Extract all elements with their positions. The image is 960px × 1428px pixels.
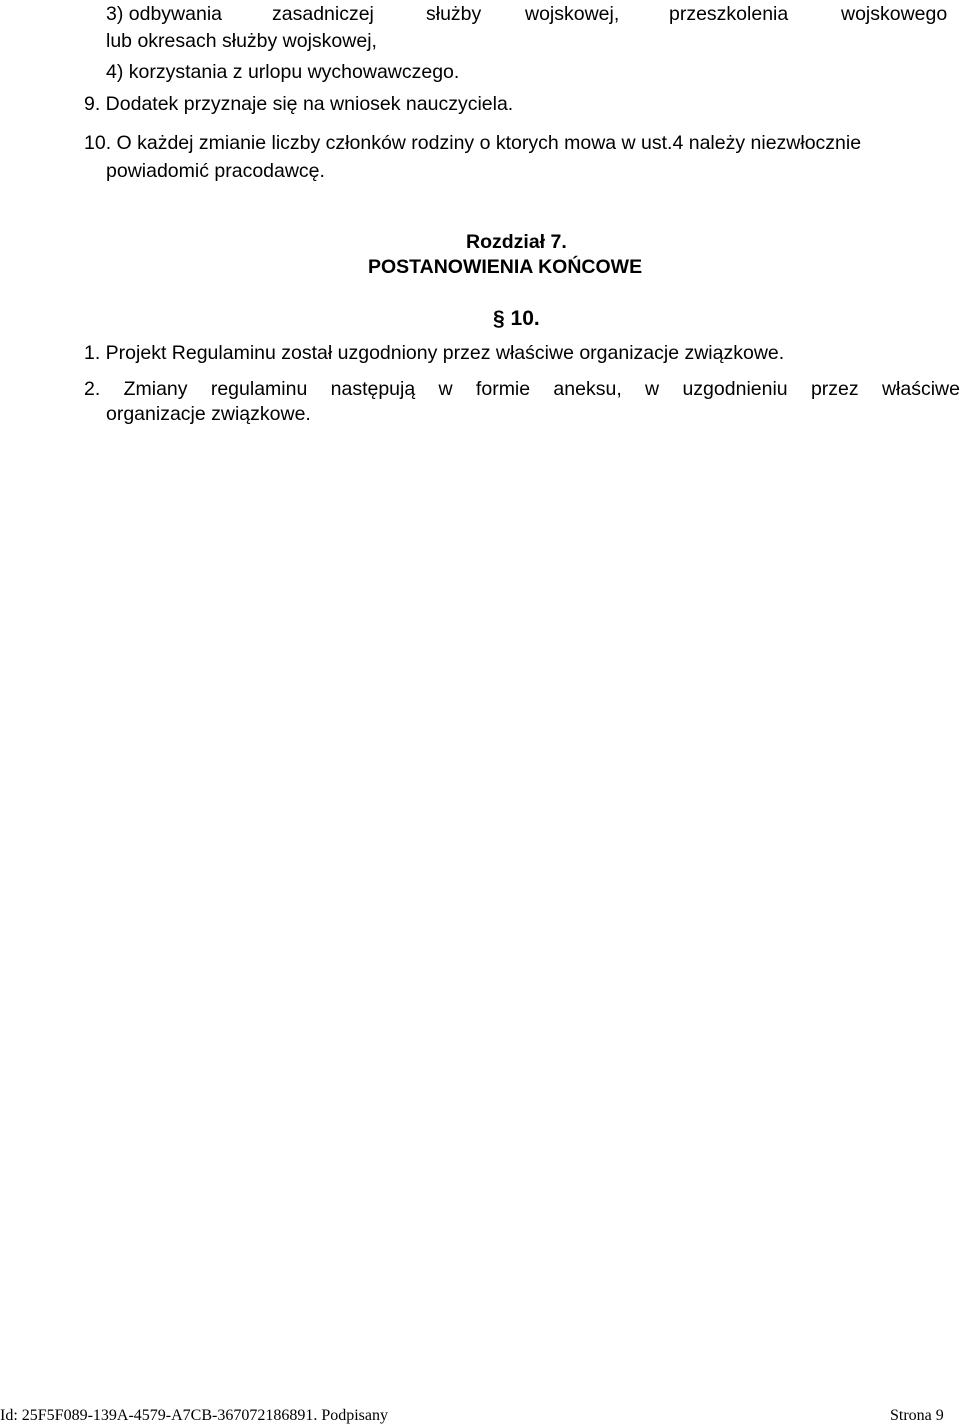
final-paragraph-2-text: 2. Zmiany regulaminu następują w formie aneksu, w uzgodnieniu przez właściwe xyxy=(84,378,960,400)
final-paragraph-2-line-2: organizacje związkowe. xyxy=(106,403,311,425)
chapter-number: Rozdział 7. xyxy=(466,231,567,253)
item-3-word-5: przeszkolenia xyxy=(669,3,789,25)
paragraph-9: 9. Dodatek przyznaje się na wniosek nauczyciela. xyxy=(84,93,514,115)
paragraph-10-line-1: 10. O każdej zmianie liczby członków rodziny o ktorych mowa w ust.4 należy niezwłocznie xyxy=(84,132,862,154)
section-number: § 10. xyxy=(493,307,540,330)
item-3-word-4: wojskowej, xyxy=(525,3,620,25)
final-paragraph-1: 1. Projekt Regulaminu został uzgodniony przez właściwe organizacje związkowe. xyxy=(84,342,785,364)
chapter-title: POSTANOWIENIA KOŃCOWE xyxy=(368,256,643,278)
footer-page-number: Strona 9 xyxy=(890,1407,944,1424)
footer-document-id: Id: 25F5F089-139A-4579-A7CB-367072186891. Podpisany xyxy=(0,1407,389,1424)
item-3-word-3: służby xyxy=(426,3,482,25)
item-3-word-6: wojskowego xyxy=(841,3,948,25)
item-3-word-2: zasadniczej xyxy=(272,3,374,25)
item-4: 4) korzystania z urlopu wychowawczego. xyxy=(106,61,460,83)
final-paragraph-2-line-1 xyxy=(84,375,960,403)
item-3-line-2: lub okresach służby wojskowej, xyxy=(106,30,377,52)
item-3-word-1: 3) odbywania xyxy=(106,3,222,25)
paragraph-10-line-2: powiadomić pracodawcę. xyxy=(106,160,325,182)
